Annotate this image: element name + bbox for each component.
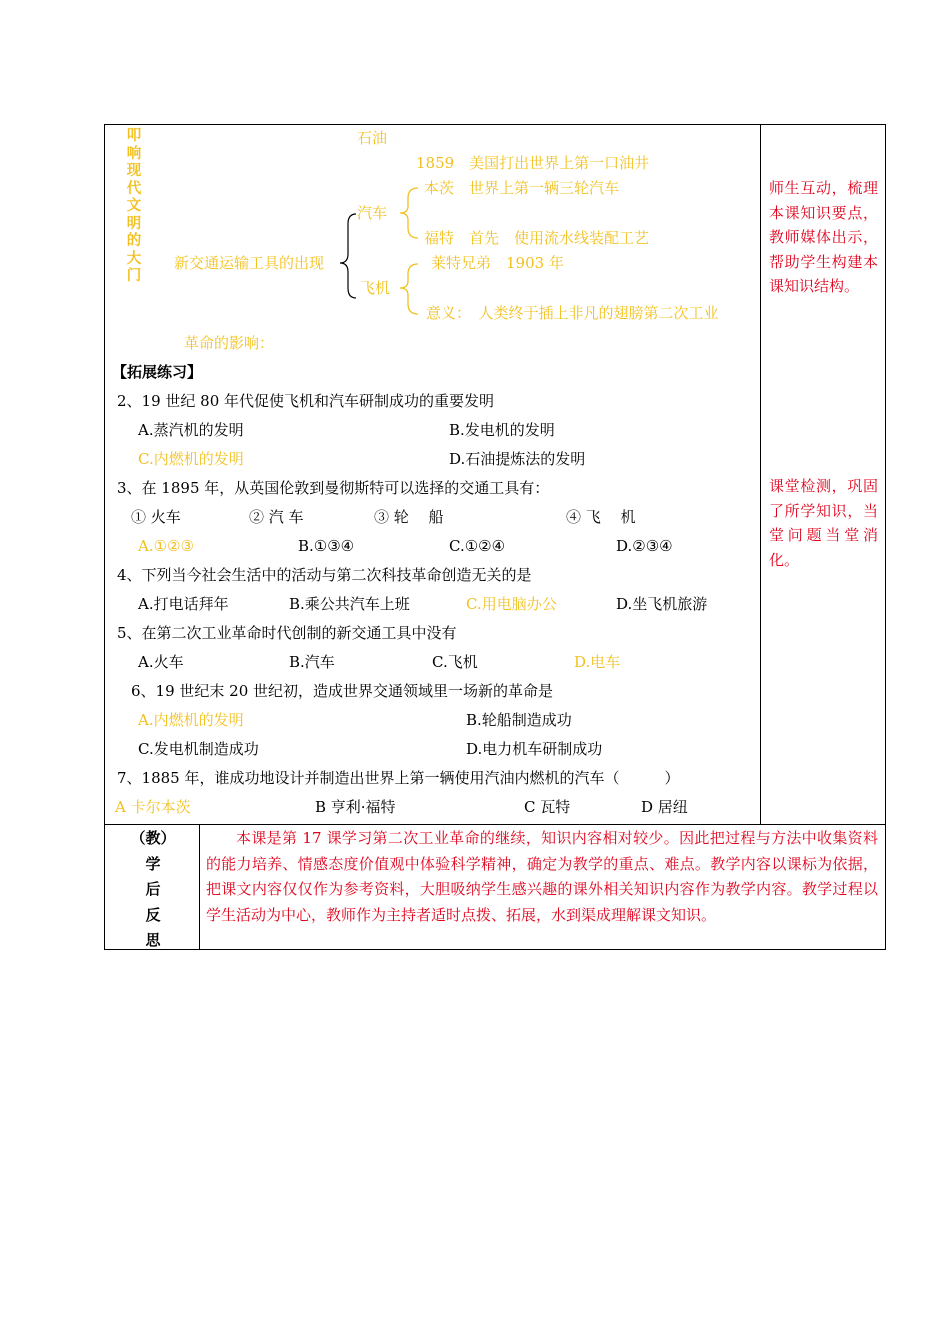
transport-label: 新交通运输工具的出现 [174, 254, 325, 272]
main-brace [340, 214, 356, 298]
q6-option-d: D.电力机车研制成功 [466, 740, 603, 758]
q7-option-c: C 瓦特 [524, 798, 571, 816]
reflection-text: 本课是第 17 课学习第二次工业革命的继续，知识内容相对较少。因此把过程与方法中收集资料的能力培养、情感态度价值观中体验科学精神，确定为教学的重点、难点。教学内容以课标为依据，把课文内容仅仅作为参考资料，大胆吸纳学生感兴趣的课外相关知识内容作为教学内容。教学过程以学生活动为中心，教师作为主持者适时点拨、拓展，水到渠成理解课文知识。 [206, 829, 878, 924]
question-2: 2、19 世纪 80 年代促使飞机和汽车研制成功的重要发明 [117, 392, 495, 410]
q6-option-b: B.轮船制造成功 [466, 711, 572, 729]
car-ford: 福特 首先 使用流水线装配工艺 [424, 229, 650, 247]
question-5: 5、在第二次工业革命时代创制的新交通工具中没有 [117, 624, 457, 642]
question-6: 6、19 世纪末 20 世纪初，造成世界交通领域里一场新的革命是 [131, 682, 554, 700]
q5-option-a: A.火车 [138, 653, 184, 671]
q3-item-4: ④ 飞 机 [566, 508, 636, 526]
plane-brace [400, 264, 418, 314]
q4-option-d: D.坐飞机旅游 [616, 595, 708, 613]
reflection-label-divider [199, 824, 200, 950]
q5-option-d: D.电车 [574, 653, 621, 671]
oil-fact: 1859 美国打出世界上第一口油井 [416, 154, 650, 172]
practice-heading: 【拓展练习】 [112, 363, 203, 381]
q3-option-a: A.①②③ [138, 537, 194, 555]
q2-option-d: D.石油提炼法的发明 [449, 450, 586, 468]
q4-option-a: A.打电话拜年 [138, 595, 229, 613]
q3-item-2: ② 汽 车 [249, 508, 304, 526]
plane-meaning: 意义： 人类终于插上非凡的翅膀第二次工业 [426, 304, 719, 322]
reflection-label: （教） 学 后 反 思 [130, 829, 176, 949]
car-label: 汽车 [357, 204, 388, 222]
q4-option-b: B.乘公共汽车上班 [289, 595, 410, 613]
car-brace [400, 188, 418, 238]
q3-option-d: D.②③④ [616, 537, 673, 555]
question-7: 7、1885 年，谁成功地设计并制造出世界上第一辆使用汽油内燃机的汽车（ ） [117, 769, 680, 787]
oil-label: 石油 [357, 129, 388, 147]
table-row-divider [104, 824, 886, 825]
q4-option-c: C.用电脑办公 [466, 595, 557, 613]
q3-item-1: ① 火车 [131, 508, 181, 526]
q7-option-d: D 居纽 [641, 798, 688, 816]
vertical-title: 叩 响 现 代 文 明 的 大 门 [126, 128, 142, 284]
question-4: 4、下列当今社会生活中的活动与第二次科技革命创造无关的是 [117, 566, 532, 584]
q3-option-c: C.①②④ [449, 537, 506, 555]
teaching-note-check: 课堂检测，巩固了所学知识，当堂问题当堂消化。 [769, 477, 878, 569]
plane-label: 飞机 [360, 279, 391, 297]
q6-option-a: A.内燃机的发明 [138, 711, 244, 729]
q3-option-b: B.①③④ [298, 537, 355, 555]
q2-option-c: C.内燃机的发明 [138, 450, 244, 468]
q2-option-b: B.发电机的发明 [449, 421, 555, 439]
q3-item-3: ③ 轮 船 [374, 508, 444, 526]
q7-option-b: B 亨利·福特 [315, 798, 396, 816]
q5-option-b: B.汽车 [289, 653, 335, 671]
teaching-note-structure: 师生互动，梳理本课知识要点，教师媒体出示，帮助学生构建本课知识结构。 [769, 179, 878, 295]
q2-option-a: A.蒸汽机的发明 [138, 421, 244, 439]
question-3: 3、在 1895 年，从英国伦敦到曼彻斯特可以选择的交通工具有： [117, 479, 550, 497]
plane-wright: 莱特兄弟 1903 年 [431, 254, 564, 272]
q5-option-c: C.飞机 [432, 653, 478, 671]
table-border-bottom [104, 949, 886, 950]
car-benz: 本茨 世界上第一辆三轮汽车 [424, 179, 620, 197]
q7-option-a: A 卡尔本茨 [115, 798, 191, 816]
revolution-impact: 革命的影响： [184, 334, 275, 352]
q6-option-c: C.发电机制造成功 [138, 740, 259, 758]
